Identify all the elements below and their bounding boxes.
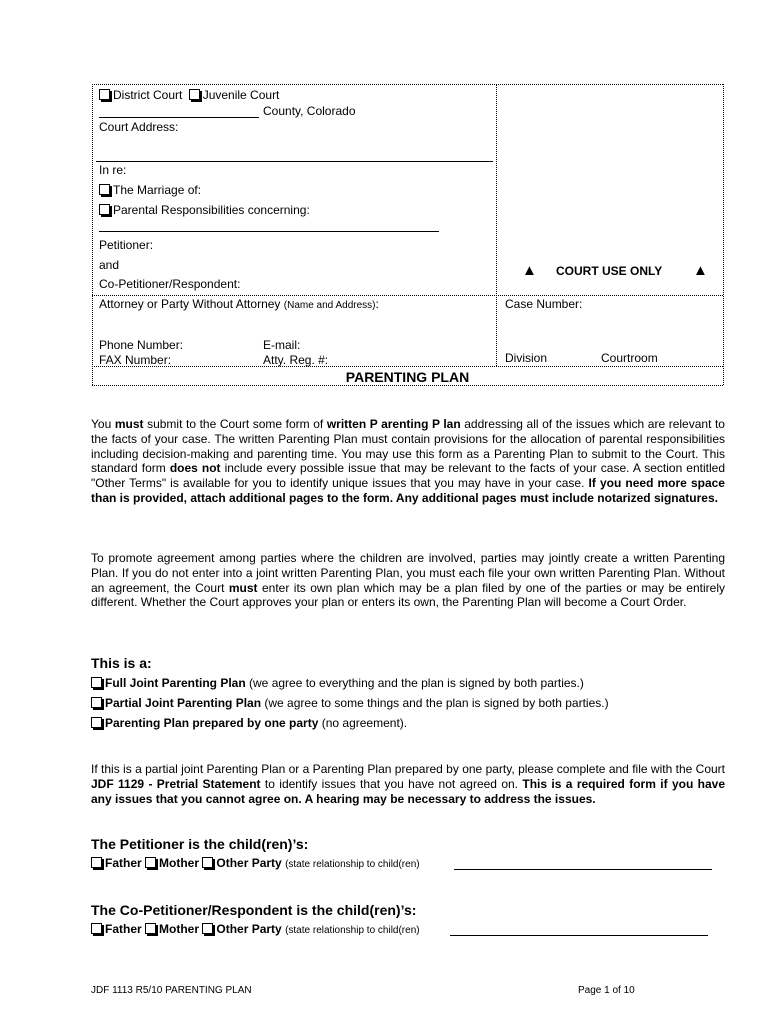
- plan-option-one-party: [91, 716, 407, 730]
- text-run: If this is a partial joint Parenting Plan or a Parenting Plan prepared by one party, please complete and file with the Court: [91, 762, 725, 776]
- other-party-label: Other Party: [216, 856, 282, 870]
- juvenile-court-label: Juvenile Court: [202, 88, 280, 102]
- caption-left-border: [92, 84, 93, 385]
- court-type-row: [99, 88, 279, 103]
- atty-reg-label: Atty. Reg. #:: [263, 353, 329, 367]
- relationship-hint: (state relationship to child(ren): [285, 925, 420, 936]
- relationship-hint: (state relationship to child(ren): [285, 859, 420, 870]
- option-bold-text: Full Joint Parenting Plan: [105, 676, 246, 690]
- option-bold-text: Partial Joint Parenting Plan: [105, 696, 262, 710]
- page-title: PARENTING PLAN: [345, 369, 470, 385]
- full-joint-checkbox[interactable]: [91, 677, 102, 688]
- plan-option-partial: [91, 696, 609, 710]
- petitioner-mother-checkbox[interactable]: [145, 857, 156, 868]
- page-number: Page 1 of 10: [578, 985, 635, 996]
- attorney-label-row: [99, 297, 379, 313]
- text-run: JDF 1129 - Pretrial Statement: [91, 776, 261, 791]
- county-blank-line[interactable]: [99, 117, 259, 118]
- up-triangle-icon: ▲: [522, 262, 537, 279]
- petitioner-relationship-row: [91, 856, 420, 870]
- district-court-label: District Court: [113, 88, 183, 102]
- parental-responsibilities-checkbox[interactable]: [99, 204, 110, 215]
- caption-title-top-border: [92, 366, 723, 367]
- co-petitioner-other-checkbox[interactable]: [202, 923, 213, 934]
- co-petitioner-mother-checkbox[interactable]: [145, 923, 156, 934]
- text-run: This is a required form if you have any issues that you cannot agree on. A hearing may be necessary to address the issues.: [91, 776, 726, 806]
- caption-divider: [96, 161, 493, 162]
- option-text: (we agree to some things and the plan is signed by both parties.): [261, 696, 609, 710]
- form-id-footer: JDF 1113 R5/10 PARENTING PLAN: [91, 985, 252, 996]
- co-petitioner-relationship-line[interactable]: [450, 935, 708, 936]
- text-run: enter its own plan which may be a plan filed by one of the parties or may be entirely different. Whether the Court approves your plan or enters its own, the Parenting Plan will become a Court Order.: [91, 580, 725, 610]
- co-petitioner-label: Co-Petitioner/Respondent:: [99, 277, 241, 291]
- other-party-label: Other Party: [216, 922, 282, 936]
- text-run: must: [228, 580, 258, 595]
- one-party-checkbox[interactable]: [91, 717, 102, 728]
- parental-responsibilities-row: [99, 203, 310, 218]
- petitioner-label: Petitioner:: [99, 238, 154, 252]
- text-run: must: [114, 417, 144, 431]
- caption-attorney-border: [92, 295, 723, 296]
- marriage-checkbox[interactable]: [99, 184, 110, 195]
- up-triangle-icon: ▲: [693, 262, 708, 279]
- caption-top-border: [92, 84, 723, 85]
- text-run: submit to the Court some form of: [143, 417, 327, 431]
- caption-middle-border: [496, 84, 497, 366]
- mother-label: Mother: [159, 922, 200, 936]
- parental-responsibilities-label: Parental Responsibilities concerning:: [113, 203, 310, 217]
- county-suffix: County, Colorado: [263, 104, 356, 118]
- text-run: If you need more space than is provided, attach additional pages to the form. Any additional pages must include notarized signatures.: [91, 476, 725, 505]
- phone-label: Phone Number:: [99, 338, 184, 352]
- partial-plan-note: [91, 762, 725, 806]
- intro-paragraph-2: [91, 551, 725, 610]
- district-court-checkbox[interactable]: [99, 89, 110, 100]
- plan-option-full: [91, 676, 584, 690]
- text-run: To promote agreement among parties where the children are involved, parties may jointly create a written Parenting Plan. If you do not enter into a joint written Parenting Plan, you must each file your own written Parenting Plan. Without an agreement, the Court: [91, 551, 725, 595]
- plan-type-heading: This is a:: [91, 655, 152, 671]
- court-use-only-label: COURT USE ONLY: [556, 264, 663, 278]
- text-run: addressing all of the issues which are relevant to the facts of your case. The written Parenting Plan must contain provisions for the allocation of parental responsibilities including decision-making and parenting time. You may use this form as a Parenting Plan to submit to the Court. This standard form: [91, 417, 725, 476]
- text-run: include every possible issue that may be relevant to the facts of your case. A section entitled "Other Terms" is available for you to identify unique issues that you may have in your case.: [91, 461, 725, 491]
- caption-bottom-border: [92, 385, 723, 386]
- courtroom-label: Courtroom: [601, 351, 658, 365]
- party-names-line[interactable]: [99, 231, 439, 232]
- petitioner-father-checkbox[interactable]: [91, 857, 102, 868]
- option-text: (no agreement).: [318, 716, 408, 730]
- attorney-colon: :: [375, 297, 379, 311]
- marriage-label: The Marriage of:: [113, 183, 202, 197]
- petitioner-relationship-heading: The Petitioner is the child(ren)’s:: [91, 836, 309, 852]
- co-petitioner-father-checkbox[interactable]: [91, 923, 102, 934]
- co-petitioner-relationship-heading: The Co-Petitioner/Respondent is the child(ren)’s:: [91, 902, 417, 918]
- intro-paragraph-1: [91, 417, 725, 506]
- juvenile-court-checkbox[interactable]: [189, 89, 200, 100]
- text-run: You: [91, 417, 115, 431]
- option-text: (we agree to everything and the plan is signed by both parties.): [245, 676, 584, 690]
- attorney-label: Attorney or Party Without Attorney: [99, 297, 281, 311]
- attorney-sub-label: (Name and Address): [283, 300, 376, 311]
- option-bold-text: Parenting Plan prepared by one party: [105, 716, 319, 730]
- father-label: Father: [105, 922, 142, 936]
- marriage-row: [99, 183, 201, 198]
- in-re-label: In re:: [99, 163, 127, 177]
- court-address-label: Court Address:: [99, 120, 179, 134]
- email-label: E-mail:: [263, 338, 301, 352]
- and-label: and: [99, 258, 120, 272]
- petitioner-other-checkbox[interactable]: [202, 857, 213, 868]
- division-label: Division: [505, 351, 548, 365]
- petitioner-relationship-line[interactable]: [454, 869, 712, 870]
- caption-right-border: [723, 84, 724, 385]
- text-run: written P arenting P lan: [326, 417, 461, 431]
- text-run: does not: [169, 461, 221, 476]
- mother-label: Mother: [159, 856, 200, 870]
- text-run: to identify issues that you have not agreed on.: [260, 776, 523, 791]
- fax-label: FAX Number:: [99, 353, 172, 367]
- partial-joint-checkbox[interactable]: [91, 697, 102, 708]
- case-number-label: Case Number:: [505, 297, 583, 311]
- co-petitioner-relationship-row: [91, 922, 420, 936]
- father-label: Father: [105, 856, 142, 870]
